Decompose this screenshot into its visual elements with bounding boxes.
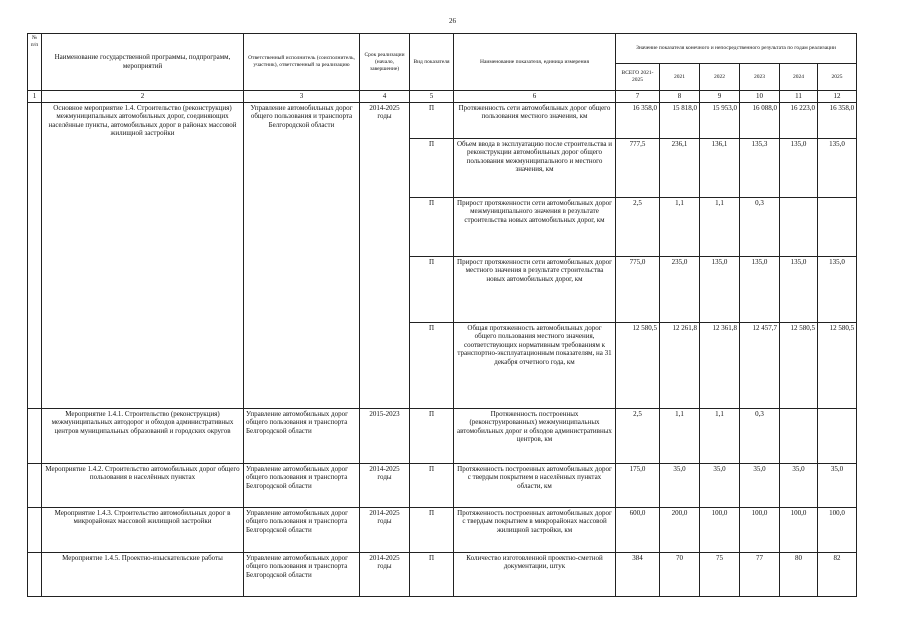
indicator-name: Количество изготовленной проектно-сметной документации, штук [454, 552, 616, 596]
value-cell: 135,0 [700, 256, 740, 322]
value-cell: 2,5 [616, 408, 660, 463]
value-cell: 16 358,0 [616, 102, 660, 138]
value-cell: 35,0 [700, 463, 740, 507]
value-cell: 77 [740, 552, 780, 596]
value-cell: 80 [780, 552, 818, 596]
value-cell: 16 358,0 [818, 102, 857, 138]
value-cell: 100,0 [780, 507, 818, 552]
value-cell: 16 223,0 [780, 102, 818, 138]
main-event-term: 2014-2025 годы [360, 102, 410, 408]
indicator-name: Протяженность построенных (реконструированных) межмуниципальных автомобильных дорог и обходов административных центров, км [454, 408, 616, 463]
sub-event-executor: Управление автомобильных дорог общего пользования и транспорта Белгородской области [244, 463, 360, 507]
value-cell: 70 [660, 552, 700, 596]
indicator-name: Протяженность построенных автомобильных дорог с твердым покрытием в населённых пунктах области, км [454, 463, 616, 507]
column-index: 1 [28, 91, 42, 103]
sub-event-executor: Управление автомобильных дорог общего пользования и транспорта Белгородской области [244, 552, 360, 596]
header-indicator: Наименование показателя, единица измерения [454, 34, 616, 91]
indicator-name: Прирост протяженности сети автомобильных дорог местного значения в результате строительства новых автомобильных дорог, км [454, 256, 616, 322]
value-cell: 12 457,7 [740, 322, 780, 408]
table-row [28, 408, 857, 463]
indicator-name: Общая протяженность автомобильных дорог общего пользования местного значения, соответствующих нормативным требованиям к транспортно-эксплуатационным показателям, на 31 декабря отчетного года, км [454, 322, 616, 408]
column-index: 7 [616, 91, 660, 103]
column-index: 11 [780, 91, 818, 103]
column-index: 9 [700, 91, 740, 103]
value-cell: 384 [616, 552, 660, 596]
value-cell: 175,0 [616, 463, 660, 507]
indicator-kind: П [410, 197, 454, 256]
value-cell: 12 580,5 [616, 322, 660, 408]
sub-event-executor: Управление автомобильных дорог общего пользования и транспорта Белгородской области [244, 507, 360, 552]
indicator-kind: П [410, 463, 454, 507]
table-row [28, 463, 857, 507]
value-cell: 775,0 [616, 256, 660, 322]
value-cell: 235,0 [660, 256, 700, 322]
value-cell: 135,0 [780, 138, 818, 197]
indicator-kind: П [410, 408, 454, 463]
indicator-name: Объем ввода в эксплуатацию после строительства и реконструкции автомобильных дорог общего пользования межмуниципального и местного значения, км [454, 138, 616, 197]
header-year-2021: 2021 [660, 64, 700, 91]
program-table [27, 33, 857, 597]
value-cell: 1,1 [660, 408, 700, 463]
table-row [28, 552, 857, 596]
row-num [28, 507, 42, 552]
value-cell: 1,1 [700, 197, 740, 256]
row-num [28, 552, 42, 596]
value-cell: 12 361,8 [700, 322, 740, 408]
value-cell: 100,0 [818, 507, 857, 552]
value-cell [818, 408, 857, 463]
column-index: 8 [660, 91, 700, 103]
value-cell: 75 [700, 552, 740, 596]
header-executor: Ответственный исполнитель (соисполнитель, участник), ответственный за реализацию [244, 34, 360, 91]
value-cell: 135,0 [740, 256, 780, 322]
value-cell: 35,0 [660, 463, 700, 507]
value-cell: 1,1 [700, 408, 740, 463]
value-cell: 777,5 [616, 138, 660, 197]
value-cell: 600,0 [616, 507, 660, 552]
header-year-2024: 2024 [780, 64, 818, 91]
column-index-row [28, 91, 857, 103]
sub-event-name: Мероприятие 1.4.1. Строительство (реконструкция) межмуниципальных автодорог и обходов административных центров муниципальных образований и городских округов [42, 408, 244, 463]
value-cell: 236,1 [660, 138, 700, 197]
value-cell: 15 818,0 [660, 102, 700, 138]
main-event-executor: Управление автомобильных дорог общего пользования и транспорта Белгородской области [244, 102, 360, 408]
value-cell [780, 197, 818, 256]
value-cell: 35,0 [740, 463, 780, 507]
value-cell: 82 [818, 552, 857, 596]
indicator-kind: П [410, 507, 454, 552]
value-cell: 136,1 [700, 138, 740, 197]
header-values-group: Значение показателя конечного и непосредственного результата по годам реализации [616, 34, 857, 64]
sub-event-name: Мероприятие 1.4.2. Строительство автомобильных дорог общего пользования в населённых пунктах [42, 463, 244, 507]
header-year-2025: 2025 [818, 64, 857, 91]
header-year-total: ВСЕГО 2021-2025 [616, 64, 660, 91]
main-event-name: Основное мероприятие 1.4. Строительство (реконструкция) межмуниципальных автомобильных дорог, соединяющих населённые пункты, автомобильных дорог в районах массовой жилищной застройки [42, 102, 244, 408]
value-cell [818, 197, 857, 256]
sub-event-term: 2014-2025 годы [360, 507, 410, 552]
sub-event-name: Мероприятие 1.4.5. Проектно-изыскательские работы [42, 552, 244, 596]
value-cell: 12 580,5 [780, 322, 818, 408]
column-index: 10 [740, 91, 780, 103]
header-num: № п/п [28, 34, 42, 91]
value-cell: 100,0 [740, 507, 780, 552]
value-cell: 200,0 [660, 507, 700, 552]
column-index: 6 [454, 91, 616, 103]
value-cell: 135,0 [818, 138, 857, 197]
indicator-kind: П [410, 552, 454, 596]
value-cell: 16 088,0 [740, 102, 780, 138]
indicator-name: Протяженность построенных автомобильных дорог с твердым покрытием в микрорайонах массовой жилищной застройки, км [454, 507, 616, 552]
column-index: 12 [818, 91, 857, 103]
value-cell: 15 953,0 [700, 102, 740, 138]
column-index: 5 [410, 91, 454, 103]
table-row [28, 102, 857, 138]
header-term: Срок реализации (начало, завершение) [360, 34, 410, 91]
header-kind: Вид показателя [410, 34, 454, 91]
sub-event-term: 2014-2025 годы [360, 463, 410, 507]
sub-event-term: 2015-2023 [360, 408, 410, 463]
value-cell: 35,0 [818, 463, 857, 507]
value-cell: 1,1 [660, 197, 700, 256]
value-cell: 12 580,5 [818, 322, 857, 408]
row-num [28, 102, 42, 408]
header-name: Наименование государственной программы, подпрограмм, мероприятий [42, 34, 244, 91]
sub-event-term: 2014-2025 годы [360, 552, 410, 596]
indicator-name: Прирост протяженности сети автомобильных дорог межмуниципального значения в результате строительства новых автомобильных дорог, км [454, 197, 616, 256]
indicator-name: Протяженность сети автомобильных дорог общего пользования местного значения, км [454, 102, 616, 138]
value-cell: 2,5 [616, 197, 660, 256]
column-index: 2 [42, 91, 244, 103]
value-cell: 135,0 [780, 256, 818, 322]
row-num [28, 408, 42, 463]
table-row [28, 507, 857, 552]
row-num [28, 463, 42, 507]
value-cell: 100,0 [700, 507, 740, 552]
indicator-kind: П [410, 322, 454, 408]
indicator-kind: П [410, 256, 454, 322]
indicator-kind: П [410, 102, 454, 138]
value-cell: 135,0 [818, 256, 857, 322]
sub-event-executor: Управление автомобильных дорог общего пользования и транспорта Белгородской области [244, 408, 360, 463]
value-cell: 12 261,8 [660, 322, 700, 408]
value-cell: 35,0 [780, 463, 818, 507]
value-cell [780, 408, 818, 463]
header-year-2023: 2023 [740, 64, 780, 91]
sub-event-name: Мероприятие 1.4.3. Строительство автомобильных дорог в микрорайонах массовой жилищной застройки [42, 507, 244, 552]
column-index: 3 [244, 91, 360, 103]
indicator-kind: П [410, 138, 454, 197]
page-number: 26 [449, 17, 456, 25]
header-year-2022: 2022 [700, 64, 740, 91]
column-index: 4 [360, 91, 410, 103]
value-cell: 0,3 [740, 197, 780, 256]
value-cell: 135,3 [740, 138, 780, 197]
value-cell: 0,3 [740, 408, 780, 463]
